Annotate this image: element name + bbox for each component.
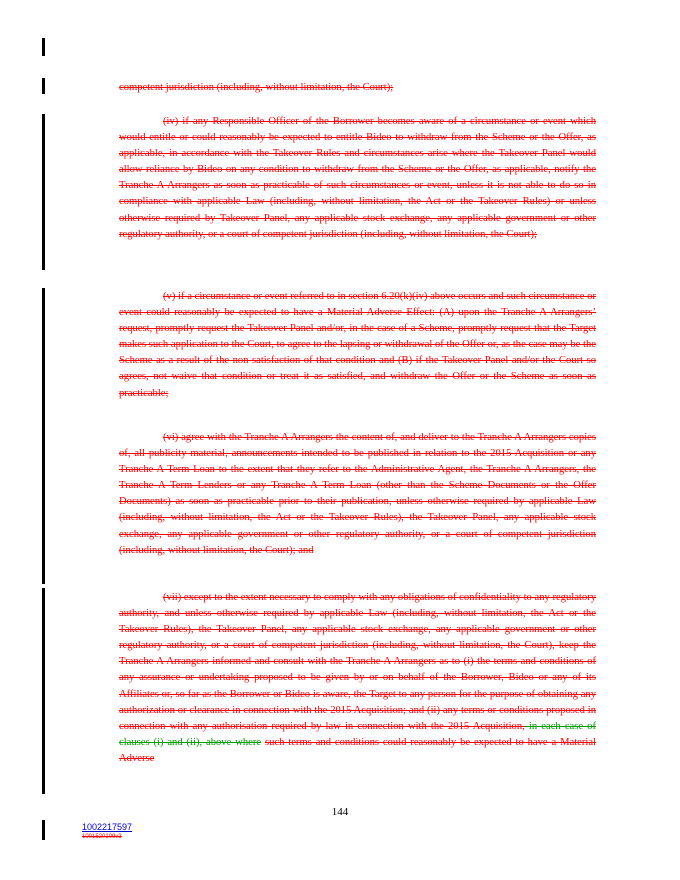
- deleted-text-tail: such terms and conditions could reasonably be expected to have a Material Adverse: [119, 736, 596, 764]
- inserted-text: in each case of clauses (i) and (ii), above where: [119, 720, 596, 748]
- paragraph-vi: (vi) agree with the Tranche A Arrangers the content of, and deliver to the Tranche A Arrangers copies of, all publicity material, announcements intended to be published in relation to the 2015 Acquisition or any Tranche A Term Loan to the extent that they refer to the Administrative Agent, the Tranche A Arrangers, the Tranche A Term Lenders or any Tranche A Term Loan (other than the Scheme Documents or the Offer Documents) as soon as practicable prior to their publication, unless otherwise required by applicable Law (including, without limitation, the Act or the Takeover Rules), the Takeover Panel, any applicable stock exchange, any applicable government or other regulatory authority, or a court of competent jurisdiction (including, without limitation, the Court); and: [119, 432, 596, 556]
- change-bar: [42, 38, 45, 56]
- change-bar: [42, 588, 45, 794]
- body-text: [119, 430, 596, 559]
- deleted-text: (vii) except to the extent necessary to comply with any obligations of confidentiality to any regulatory authority, and unless otherwise required by applicable Law (including, without limitation, the Act or the Takeover Rules), the Takeover Panel, any applicable stock exchange, any applicable government or other regulatory authority, or a court of competent jurisdiction (including, without limitation, the Court), keep the Tranche A Arrangers informed and consult with the Tranche A Arrangers as to (i) the terms and conditions of any assurance or undertaking proposed to be given by or on behalf of the Borrower, Bideo or any of its Affiliates or, so far as the Borrower or Bideo is aware, the Target to any person for the purpose of obtaining any authorization or clearance in connection with the 2015 Acquisition; and (ii) any terms or conditions proposed in connection with any authorisation required by law in connection with the 2015 Acquisition,: [119, 592, 596, 732]
- old-document-id: 1001520109v3: [82, 834, 122, 840]
- change-bar: [42, 820, 45, 840]
- change-bar: [42, 288, 45, 445]
- body-text: [119, 590, 596, 767]
- document-id: 1002217597: [82, 822, 133, 832]
- change-bar: [42, 78, 45, 94]
- change-bar: [42, 428, 45, 584]
- body-text: [119, 114, 596, 243]
- body-text: [119, 289, 596, 402]
- change-bar: [42, 114, 45, 270]
- body-text: [119, 80, 596, 96]
- page-number: 144: [331, 806, 349, 818]
- paragraph-vii: [119, 590, 596, 767]
- paragraph-v: (v) if a circumstance or event referred to in section 6.20(k)(iv) above occurs and such circumstance or event could reasonably be expected to have a Material Adverse Effect: (A) upon the Tranche A Arrangers’ request, promptly request the Takeover Panel and/or, in the case of a Scheme, promptly request that the Target makes such application to the Court, to agree to the lapsing or withdrawal of the Offer or, as the case may be the Scheme as a result of the non-satisfaction of that condition and (B) if the Takeover Panel and/or the Court so agrees, not waive that condition or treat it as satisfied, and withdraw the Offer or the Scheme as soon as practicable;: [119, 291, 596, 399]
- paragraph-iv: (iv) if any Responsible Officer of the Borrower becomes aware of a circumstance or event which would entitle or could reasonably be expected to entitle Bideo to withdraw from the Scheme or the Offer, as applicable, in accordance with the Takeover Rules and circumstances arise where the Takeover Panel would allow reliance by Bideo on any condition to withdraw from the Scheme or the Offer, as applicable, notify the Tranche A Arrangers as soon as practicable of such circumstances or event, unless it is not able to do so in compliance with applicable Law (including, without limitation, the Act or the Takeover Rules) or unless otherwise required by Takeover Panel, any applicable stock exchange, any applicable government or other regulatory authority, or a court of competent jurisdiction (including, without limitation, the Court);: [119, 116, 596, 240]
- document-id-block: [82, 822, 132, 841]
- paragraph-continuation: competent jurisdiction (including, without limitation, the Court);: [119, 82, 394, 93]
